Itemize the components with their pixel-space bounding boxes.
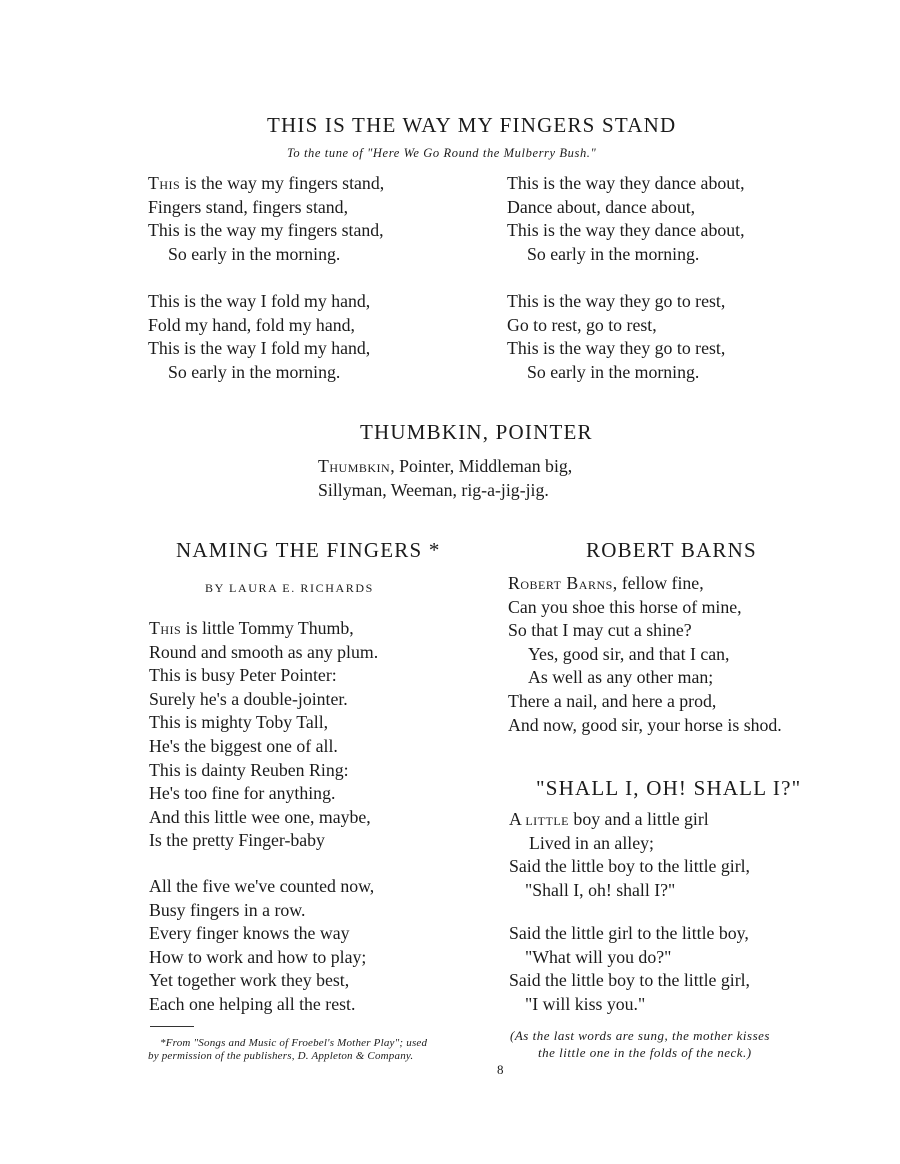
verse-line: Thumbkin, Pointer, Middleman big,	[318, 456, 573, 476]
stage-direction: (As the last words are sung, the mother kisses the little one in the folds of the neck.)	[510, 1028, 770, 1060]
verse-line: This is the way they go to rest,	[507, 291, 726, 311]
verse-line: Can you shoe this horse of mine,	[508, 596, 742, 617]
verse-line: Said the little boy to the little girl,	[509, 856, 751, 877]
verse-line: This is the way they go to rest,	[507, 338, 726, 359]
verse-line: Every finger knows the way	[149, 923, 350, 944]
verse-line: This is little Tommy Thumb,	[149, 618, 354, 638]
song-title-thumbkin: THUMBKIN, POINTER	[360, 420, 593, 444]
naming-fingers-verse-2	[149, 875, 374, 1017]
verse-line: And this little wee one, maybe,	[149, 806, 371, 827]
verse-line: Fingers stand, fingers stand,	[148, 196, 349, 217]
verse-line: Said the little boy to the little girl,	[509, 970, 751, 991]
verse-line: How to work and how to play;	[149, 946, 367, 967]
drop-word: Robert Barns	[508, 573, 613, 593]
verse-line: Yes, good sir, and that I can,	[528, 643, 730, 664]
verse-line: Robert Barns, fellow fine,	[508, 573, 704, 593]
drop-word: little	[525, 809, 569, 829]
verse-line: This is the way I fold my hand,	[148, 338, 371, 359]
verse-line: This is the way they dance about,	[507, 173, 745, 193]
song-title-shall-i: "SHALL I, OH! SHALL I?"	[536, 776, 802, 800]
verse-line: This is the way my fingers stand,	[148, 173, 385, 193]
verse-line: This is mighty Toby Tall,	[149, 712, 329, 733]
verse-line: "I will kiss you."	[525, 993, 646, 1014]
verse-line: As well as any other man;	[528, 667, 714, 688]
fingers-stand-right-verse-2	[507, 290, 725, 384]
thumbkin-verse	[318, 455, 572, 502]
verse-line: He's the biggest one of all.	[149, 735, 338, 756]
verse-line: So early in the morning.	[168, 361, 341, 382]
verse-line: Is the pretty Finger-baby	[149, 830, 325, 851]
verse-line: All the five we've counted now,	[149, 876, 375, 896]
page-number: 8	[497, 1062, 504, 1077]
verse-line: Surely he's a double-jointer.	[149, 688, 348, 709]
verse-line: This is the way I fold my hand,	[148, 291, 371, 311]
verse-line: Dance about, dance about,	[507, 196, 696, 217]
fingers-stand-left-verse	[148, 172, 384, 266]
song-title-robert-barns: ROBERT BARNS	[586, 538, 757, 562]
verse-line: Round and smooth as any plum.	[149, 641, 379, 662]
drop-word: This	[148, 173, 181, 193]
verse-line: Fold my hand, fold my hand,	[148, 314, 355, 335]
verse-line: This is the way my fingers stand,	[148, 220, 384, 241]
shall-i-verse-1	[509, 808, 750, 902]
drop-word: Thumbkin	[318, 456, 391, 476]
verse-line: He's too fine for anything.	[149, 783, 336, 804]
fingers-stand-right-verse	[507, 172, 745, 266]
fingers-stand-left-verse-2	[148, 290, 370, 384]
tune-note: To the tune of "Here We Go Round the Mulberry Bush."	[287, 146, 597, 160]
verse-line: So early in the morning.	[168, 243, 341, 264]
verse-line: This is the way they dance about,	[507, 220, 745, 241]
verse-line: So early in the morning.	[527, 361, 700, 382]
verse-line: This is busy Peter Pointer:	[149, 665, 337, 686]
verse-line: Busy fingers in a row.	[149, 899, 306, 920]
verse-line: A little boy and a little girl	[509, 809, 709, 829]
author-byline: BY LAURA E. RICHARDS	[205, 581, 374, 595]
verse-line: Yet together work they best,	[149, 970, 350, 991]
verse-line: Lived in an alley;	[529, 832, 654, 853]
verse-line: There a nail, and here a prod,	[508, 690, 717, 711]
robert-barns-verse	[508, 572, 782, 737]
verse-line: Said the little girl to the little boy,	[509, 923, 749, 943]
verse-line: Go to rest, go to rest,	[507, 314, 657, 335]
verse-line: Sillyman, Weeman, rig-a-jig-jig.	[318, 479, 549, 500]
footnote-rule	[150, 1026, 194, 1027]
verse-line: And now, good sir, your horse is shod.	[508, 714, 782, 735]
footnote: *From "Songs and Music of Froebel's Mother Play"; used by permission of the publishers, D. Appleton & Company.	[148, 1037, 428, 1062]
shall-i-verse-2	[509, 922, 750, 1016]
verse-line: This is dainty Reuben Ring:	[149, 759, 349, 780]
verse-line: So that I may cut a shine?	[508, 620, 692, 641]
song-title-naming-fingers: NAMING THE FINGERS *	[176, 538, 441, 562]
verse-line: Each one helping all the rest.	[149, 993, 356, 1014]
naming-fingers-verse-1	[149, 617, 378, 853]
verse-line: So early in the morning.	[527, 243, 700, 264]
drop-word: This	[149, 618, 182, 638]
song-title-fingers-stand: THIS IS THE WAY MY FINGERS STAND	[267, 113, 677, 137]
verse-line: "Shall I, oh! shall I?"	[525, 879, 676, 900]
verse-line: "What will you do?"	[525, 946, 672, 967]
